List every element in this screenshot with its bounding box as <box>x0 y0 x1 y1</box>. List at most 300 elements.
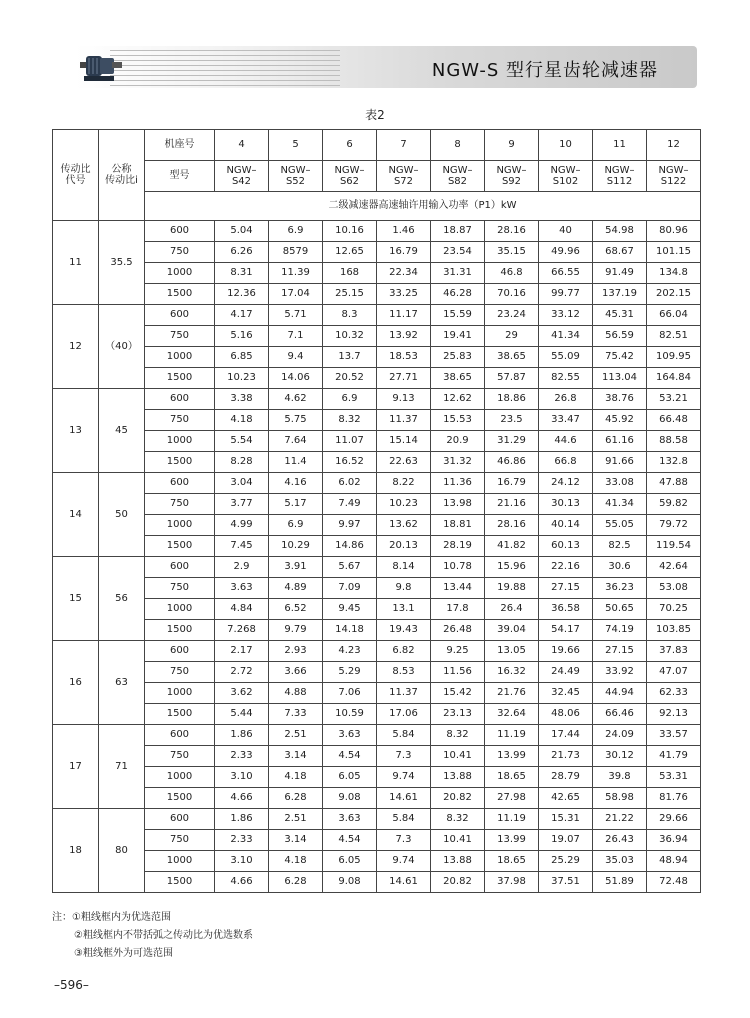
power-value: 3.14 <box>269 830 323 851</box>
power-value: 36.94 <box>647 830 701 851</box>
power-value: 4.16 <box>269 473 323 494</box>
nominal-ratio: 56 <box>99 557 145 641</box>
table-row <box>53 725 701 746</box>
power-value: 38.65 <box>431 368 485 389</box>
table-row <box>53 536 701 557</box>
input-speed: 600 <box>145 305 215 326</box>
power-value: 2.17 <box>215 641 269 662</box>
input-speed: 1000 <box>145 683 215 704</box>
input-speed: 1000 <box>145 599 215 620</box>
power-value: 8.3 <box>323 305 377 326</box>
power-value: 53.31 <box>647 767 701 788</box>
page-title: NGW-S 型行星齿轮减速器 <box>431 60 658 81</box>
power-value: 10.41 <box>431 746 485 767</box>
power-value: 46.86 <box>485 452 539 473</box>
power-value: 1.86 <box>215 725 269 746</box>
power-value: 13.05 <box>485 641 539 662</box>
power-value: 20.13 <box>377 536 431 557</box>
power-value: 25.29 <box>539 851 593 872</box>
power-value: 7.268 <box>215 620 269 641</box>
power-value: 3.63 <box>323 725 377 746</box>
power-value: 28.16 <box>485 221 539 242</box>
power-value: 109.95 <box>647 347 701 368</box>
power-value: 5.54 <box>215 431 269 452</box>
table-row <box>53 347 701 368</box>
power-value: 3.91 <box>269 557 323 578</box>
power-value: 2.9 <box>215 557 269 578</box>
input-speed: 1000 <box>145 347 215 368</box>
power-value: 6.9 <box>323 389 377 410</box>
note-3: ③粗线框外为可选范围 <box>74 948 173 959</box>
power-value: 12.62 <box>431 389 485 410</box>
power-value: 55.05 <box>593 515 647 536</box>
input-speed: 1000 <box>145 515 215 536</box>
power-value: 19.43 <box>377 620 431 641</box>
power-value: 10.32 <box>323 326 377 347</box>
input-speed: 600 <box>145 557 215 578</box>
power-value: 2.33 <box>215 830 269 851</box>
input-speed: 600 <box>145 221 215 242</box>
model-name: NGW– S102 <box>539 161 593 192</box>
power-value: 10.23 <box>377 494 431 515</box>
input-speed: 600 <box>145 389 215 410</box>
power-value: 48.94 <box>647 851 701 872</box>
power-value: 202.15 <box>647 284 701 305</box>
table-row <box>53 284 701 305</box>
nominal-ratio: 71 <box>99 725 145 809</box>
power-value: 132.8 <box>647 452 701 473</box>
reducer-motor-icon <box>78 50 124 84</box>
power-value: 7.1 <box>269 326 323 347</box>
ratio-code: 18 <box>53 809 99 893</box>
frame-size: 10 <box>539 130 593 161</box>
power-value: 81.76 <box>647 788 701 809</box>
power-value: 5.71 <box>269 305 323 326</box>
power-value: 54.17 <box>539 620 593 641</box>
power-value: 37.98 <box>485 872 539 893</box>
power-value: 88.58 <box>647 431 701 452</box>
power-value: 66.04 <box>647 305 701 326</box>
power-value: 45.92 <box>593 410 647 431</box>
power-value: 59.82 <box>647 494 701 515</box>
power-value: 3.38 <box>215 389 269 410</box>
table-row <box>53 851 701 872</box>
power-value: 60.13 <box>539 536 593 557</box>
ratio-code: 12 <box>53 305 99 389</box>
power-value: 15.96 <box>485 557 539 578</box>
nominal-ratio: 50 <box>99 473 145 557</box>
power-header: 二级减速器高速轴许用输入功率（P1）kW <box>145 192 701 221</box>
power-value: 4.88 <box>269 683 323 704</box>
table-row <box>53 368 701 389</box>
power-value: 22.34 <box>377 263 431 284</box>
power-value: 13.88 <box>431 851 485 872</box>
power-value: 9.08 <box>323 788 377 809</box>
power-value: 10.29 <box>269 536 323 557</box>
power-value: 14.18 <box>323 620 377 641</box>
power-value: 56.59 <box>593 326 647 347</box>
notes <box>52 909 253 963</box>
ratio-code: 13 <box>53 389 99 473</box>
power-value: 54.98 <box>593 221 647 242</box>
table-row <box>53 515 701 536</box>
power-value: 27.98 <box>485 788 539 809</box>
power-value: 72.48 <box>647 872 701 893</box>
power-value: 8.22 <box>377 473 431 494</box>
power-value: 3.77 <box>215 494 269 515</box>
power-value: 18.87 <box>431 221 485 242</box>
power-value: 37.83 <box>647 641 701 662</box>
power-value: 8.31 <box>215 263 269 284</box>
power-value: 4.54 <box>323 746 377 767</box>
power-value: 13.98 <box>431 494 485 515</box>
power-value: 30.6 <box>593 557 647 578</box>
power-value: 2.33 <box>215 746 269 767</box>
power-value: 5.84 <box>377 809 431 830</box>
power-value: 5.75 <box>269 410 323 431</box>
table-row <box>53 788 701 809</box>
power-value: 35.03 <box>593 851 647 872</box>
input-speed: 1500 <box>145 620 215 641</box>
power-value: 103.85 <box>647 620 701 641</box>
nominal-ratio: 63 <box>99 641 145 725</box>
model-name: NGW– S52 <box>269 161 323 192</box>
power-value: 6.52 <box>269 599 323 620</box>
table-row <box>53 662 701 683</box>
power-value: 19.07 <box>539 830 593 851</box>
power-value: 41.34 <box>539 326 593 347</box>
power-value: 4.18 <box>215 410 269 431</box>
table-row <box>53 830 701 851</box>
model-name: NGW– S62 <box>323 161 377 192</box>
power-value: 6.85 <box>215 347 269 368</box>
power-value: 33.08 <box>593 473 647 494</box>
power-value: 66.55 <box>539 263 593 284</box>
power-value: 6.82 <box>377 641 431 662</box>
frame-size: 12 <box>647 130 701 161</box>
power-value: 80.96 <box>647 221 701 242</box>
input-speed: 1500 <box>145 536 215 557</box>
power-value: 58.98 <box>593 788 647 809</box>
input-speed: 1500 <box>145 284 215 305</box>
power-value: 46.8 <box>485 263 539 284</box>
power-value: 55.09 <box>539 347 593 368</box>
power-value: 44.94 <box>593 683 647 704</box>
input-speed: 1000 <box>145 263 215 284</box>
table-row <box>53 872 701 893</box>
input-speed: 1500 <box>145 872 215 893</box>
power-value: 8.28 <box>215 452 269 473</box>
power-value: 11.56 <box>431 662 485 683</box>
table-row <box>53 326 701 347</box>
page-number: –596– <box>54 978 89 992</box>
power-value: 18.65 <box>485 767 539 788</box>
power-value: 20.9 <box>431 431 485 452</box>
power-value: 70.16 <box>485 284 539 305</box>
power-value: 35.15 <box>485 242 539 263</box>
power-value: 28.16 <box>485 515 539 536</box>
ratio-code: 11 <box>53 221 99 305</box>
model-name: NGW– S112 <box>593 161 647 192</box>
power-value: 8579 <box>269 242 323 263</box>
power-value: 7.33 <box>269 704 323 725</box>
table-row <box>53 641 701 662</box>
power-value: 101.15 <box>647 242 701 263</box>
model-name: NGW– S122 <box>647 161 701 192</box>
power-value: 48.06 <box>539 704 593 725</box>
power-value: 4.18 <box>269 851 323 872</box>
power-value: 19.66 <box>539 641 593 662</box>
power-value: 26.43 <box>593 830 647 851</box>
power-value: 26.8 <box>539 389 593 410</box>
power-value: 4.18 <box>269 767 323 788</box>
table-row <box>53 431 701 452</box>
power-value: 82.51 <box>647 326 701 347</box>
model-label: 型号 <box>145 161 215 192</box>
power-value: 13.1 <box>377 599 431 620</box>
power-value: 22.63 <box>377 452 431 473</box>
power-value: 12.36 <box>215 284 269 305</box>
frame-size: 9 <box>485 130 539 161</box>
table-row <box>53 263 701 284</box>
power-value: 8.32 <box>431 809 485 830</box>
power-value: 3.10 <box>215 851 269 872</box>
power-value: 29 <box>485 326 539 347</box>
power-value: 24.49 <box>539 662 593 683</box>
input-speed: 1500 <box>145 452 215 473</box>
input-speed: 600 <box>145 641 215 662</box>
power-value: 13.99 <box>485 746 539 767</box>
power-value: 16.52 <box>323 452 377 473</box>
power-value: 4.84 <box>215 599 269 620</box>
power-value: 41.82 <box>485 536 539 557</box>
power-value: 57.87 <box>485 368 539 389</box>
table-row <box>53 452 701 473</box>
power-value: 15.53 <box>431 410 485 431</box>
power-value: 40 <box>539 221 593 242</box>
power-value: 137.19 <box>593 284 647 305</box>
power-value: 4.99 <box>215 515 269 536</box>
power-value: 5.84 <box>377 725 431 746</box>
power-value: 53.21 <box>647 389 701 410</box>
power-value: 10.41 <box>431 830 485 851</box>
power-value: 164.84 <box>647 368 701 389</box>
power-value: 33.12 <box>539 305 593 326</box>
power-value: 23.54 <box>431 242 485 263</box>
power-value: 18.65 <box>485 851 539 872</box>
table-row <box>53 704 701 725</box>
power-value: 13.99 <box>485 830 539 851</box>
power-value: 26.48 <box>431 620 485 641</box>
power-value: 3.66 <box>269 662 323 683</box>
power-value: 15.42 <box>431 683 485 704</box>
power-value: 17.06 <box>377 704 431 725</box>
power-value: 9.13 <box>377 389 431 410</box>
input-speed: 750 <box>145 494 215 515</box>
power-value: 13.44 <box>431 578 485 599</box>
power-value: 9.08 <box>323 872 377 893</box>
power-value: 33.47 <box>539 410 593 431</box>
input-speed: 750 <box>145 410 215 431</box>
power-value: 18.81 <box>431 515 485 536</box>
power-value: 168 <box>323 263 377 284</box>
power-value: 11.39 <box>269 263 323 284</box>
table-row <box>53 578 701 599</box>
table-row <box>53 767 701 788</box>
power-value: 31.32 <box>431 452 485 473</box>
power-value: 8.53 <box>377 662 431 683</box>
nominal-ratio: （40） <box>99 305 145 389</box>
power-value: 41.34 <box>593 494 647 515</box>
power-value: 30.13 <box>539 494 593 515</box>
power-value: 13.7 <box>323 347 377 368</box>
power-value: 4.89 <box>269 578 323 599</box>
ratio-code: 16 <box>53 641 99 725</box>
note-1: 注：①粗线框内为优选范围 <box>52 912 171 923</box>
power-value: 28.19 <box>431 536 485 557</box>
power-value: 50.65 <box>593 599 647 620</box>
power-value: 7.09 <box>323 578 377 599</box>
nominal-ratio-header: 公称 传动比i <box>99 130 145 221</box>
power-value: 61.16 <box>593 431 647 452</box>
power-value: 17.04 <box>269 284 323 305</box>
power-value: 23.24 <box>485 305 539 326</box>
power-value: 8.14 <box>377 557 431 578</box>
power-value: 82.55 <box>539 368 593 389</box>
table-row <box>53 809 701 830</box>
power-value: 16.32 <box>485 662 539 683</box>
power-value: 19.88 <box>485 578 539 599</box>
power-value: 113.04 <box>593 368 647 389</box>
power-value: 11.4 <box>269 452 323 473</box>
power-value: 7.64 <box>269 431 323 452</box>
power-value: 36.23 <box>593 578 647 599</box>
power-value: 25.15 <box>323 284 377 305</box>
power-value: 21.76 <box>485 683 539 704</box>
power-value: 11.07 <box>323 431 377 452</box>
table-row <box>53 242 701 263</box>
power-value: 8.32 <box>431 725 485 746</box>
power-value: 2.72 <box>215 662 269 683</box>
power-value: 4.66 <box>215 788 269 809</box>
power-value: 36.58 <box>539 599 593 620</box>
power-value: 99.77 <box>539 284 593 305</box>
input-speed: 1000 <box>145 767 215 788</box>
input-speed: 1000 <box>145 851 215 872</box>
power-value: 51.89 <box>593 872 647 893</box>
power-value: 31.29 <box>485 431 539 452</box>
table-row <box>53 473 701 494</box>
power-value: 4.17 <box>215 305 269 326</box>
power-value: 25.83 <box>431 347 485 368</box>
power-value: 19.41 <box>431 326 485 347</box>
power-value: 24.12 <box>539 473 593 494</box>
power-value: 7.3 <box>377 830 431 851</box>
power-value: 15.31 <box>539 809 593 830</box>
power-value: 21.16 <box>485 494 539 515</box>
frame-size: 11 <box>593 130 647 161</box>
power-value: 3.10 <box>215 767 269 788</box>
input-speed: 750 <box>145 746 215 767</box>
note-2: ②粗线框内不带括弧之传动比为优选数系 <box>74 930 253 941</box>
power-value: 20.52 <box>323 368 377 389</box>
header-decoration <box>110 46 340 88</box>
power-value: 44.6 <box>539 431 593 452</box>
power-value: 3.04 <box>215 473 269 494</box>
power-value: 45.31 <box>593 305 647 326</box>
power-value: 6.9 <box>269 221 323 242</box>
power-value: 11.36 <box>431 473 485 494</box>
power-value: 6.28 <box>269 872 323 893</box>
power-value: 2.93 <box>269 641 323 662</box>
power-value: 15.14 <box>377 431 431 452</box>
power-value: 4.54 <box>323 830 377 851</box>
power-value: 4.66 <box>215 872 269 893</box>
frame-size: 6 <box>323 130 377 161</box>
power-value: 134.8 <box>647 263 701 284</box>
frame-label: 机座号 <box>145 130 215 161</box>
power-value: 6.9 <box>269 515 323 536</box>
power-value: 11.37 <box>377 683 431 704</box>
power-value: 75.42 <box>593 347 647 368</box>
power-value: 5.29 <box>323 662 377 683</box>
power-value: 38.76 <box>593 389 647 410</box>
power-value: 53.08 <box>647 578 701 599</box>
power-value: 9.25 <box>431 641 485 662</box>
power-value: 14.06 <box>269 368 323 389</box>
power-value: 8.32 <box>323 410 377 431</box>
frame-size: 8 <box>431 130 485 161</box>
power-value: 13.62 <box>377 515 431 536</box>
power-value: 22.16 <box>539 557 593 578</box>
power-value: 5.04 <box>215 221 269 242</box>
table-row <box>53 599 701 620</box>
power-value: 16.79 <box>485 473 539 494</box>
power-table <box>52 129 701 893</box>
power-value: 1.86 <box>215 809 269 830</box>
power-value: 49.96 <box>539 242 593 263</box>
power-value: 18.86 <box>485 389 539 410</box>
power-value: 14.61 <box>377 788 431 809</box>
power-value: 39.8 <box>593 767 647 788</box>
input-speed: 600 <box>145 725 215 746</box>
power-value: 14.86 <box>323 536 377 557</box>
frame-size: 4 <box>215 130 269 161</box>
power-value: 33.92 <box>593 662 647 683</box>
power-value: 7.45 <box>215 536 269 557</box>
power-value: 33.25 <box>377 284 431 305</box>
power-value: 3.63 <box>323 809 377 830</box>
input-speed: 1500 <box>145 368 215 389</box>
power-value: 39.04 <box>485 620 539 641</box>
power-value: 37.51 <box>539 872 593 893</box>
table-row <box>53 305 701 326</box>
input-speed: 1500 <box>145 788 215 809</box>
power-value: 10.23 <box>215 368 269 389</box>
power-value: 70.25 <box>647 599 701 620</box>
power-value: 42.65 <box>539 788 593 809</box>
power-value: 32.45 <box>539 683 593 704</box>
power-value: 7.06 <box>323 683 377 704</box>
power-value: 17.44 <box>539 725 593 746</box>
nominal-ratio: 45 <box>99 389 145 473</box>
input-speed: 600 <box>145 809 215 830</box>
table-row <box>53 746 701 767</box>
power-value: 11.37 <box>377 410 431 431</box>
power-value: 18.53 <box>377 347 431 368</box>
power-value: 119.54 <box>647 536 701 557</box>
power-value: 11.17 <box>377 305 431 326</box>
